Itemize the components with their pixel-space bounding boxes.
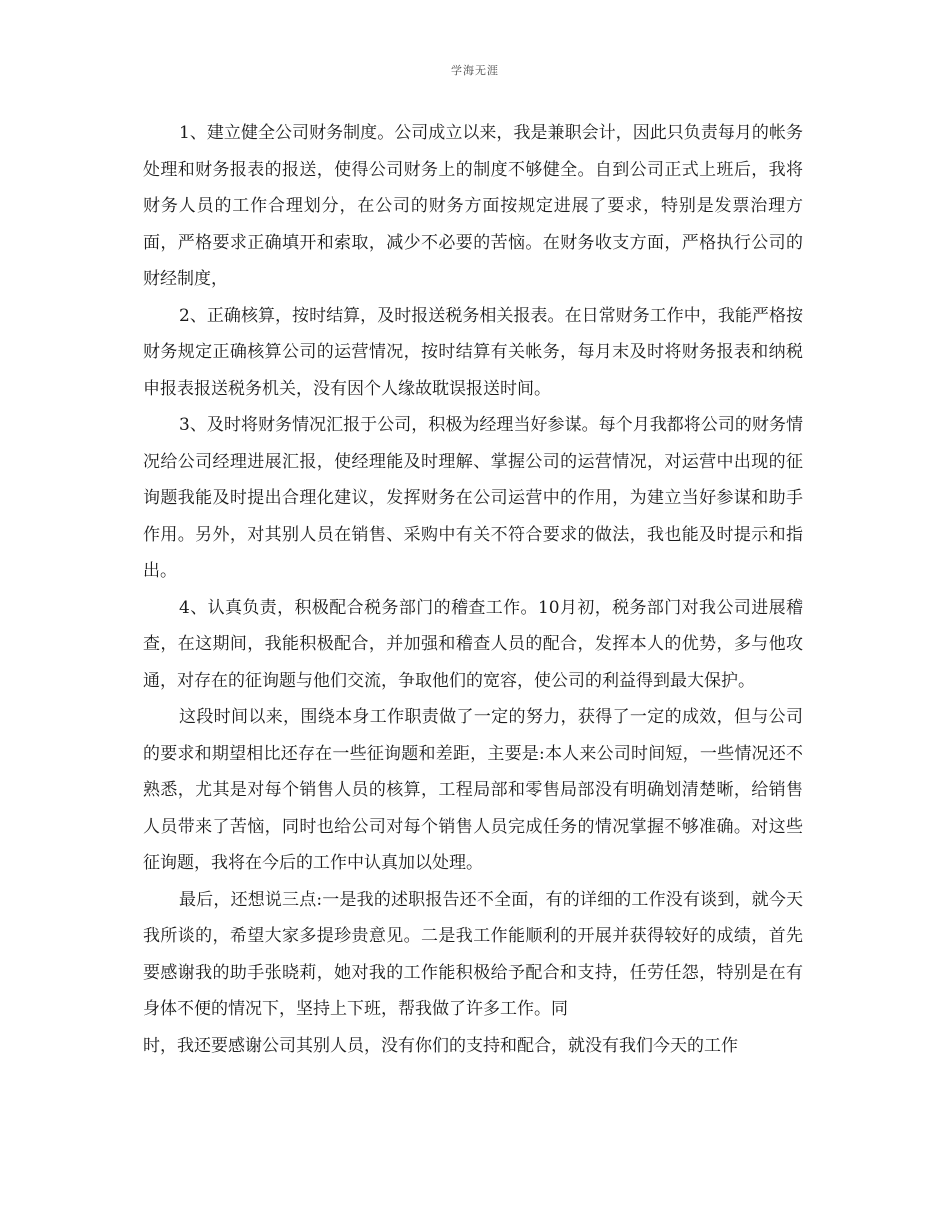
paragraph-2: 2、正确核算，按时结算，及时报送税务相关报表。在日常财务工作中，我能严格按财务规定正确核算公司的运营情况，按时结算有关帐务，每月末及时将财务报表和纳税申报表报送税务机关，没有因个人缘故耽误报送时间。 xyxy=(143,305,803,399)
paragraph-4: 4、认真负责，积极配合税务部门的稽查工作。10月初，税务部门对我公司进展稽查，在这期间，我能积极配合，并加强和稽查人员的配合，发挥本人的优势，多与他攻通，对存在的征询题与他们交流，争取他们的宽容，使公司的利益得到最大保护。 xyxy=(143,597,803,691)
paragraph-7: 时，我还要感谢公司其别人员，没有你们的支持和配合，就没有我们今天的工作 xyxy=(143,1035,738,1056)
document-body xyxy=(143,115,803,1064)
paragraph-5: 这段时间以来，围绕本身工作职责做了一定的努力，获得了一定的成效，但与公司的要求和期望相比还存在一些征询题和差距，主要是:本人来公司时间短，一些情况还不熟悉，尤其是对每个销售人员的核算，工程局部和零售局部没有明确划清楚晰，给销售人员带来了苦恼，同时也给公司对每个销售人员完成任务的情况掌握不够准确。对这些征询题，我将在今后的工作中认真加以处理。 xyxy=(143,707,803,873)
paragraph-6: 最后，还想说三点:一是我的述职报告还不全面，有的详细的工作没有谈到，就今天我所谈的，希望大家多提珍贵意见。二是我工作能顺利的开展并获得较好的成绩，首先要感谢我的助手张晓莉，她对我的工作能积极给予配合和支持，任劳任怨，特别是在有身体不便的情况下，坚持上下班，帮我做了许多工作。同 xyxy=(143,889,803,1019)
paragraph-3: 3、及时将财务情况汇报于公司，积极为经理当好参谋。每个月我都将公司的财务情况给公司经理进展汇报，使经理能及时理解、掌握公司的运营情况，对运营中出现的征询题我能及时提出合理化建议，发挥财务在公司运营中的作用，为建立当好参谋和助手作用。另外，对其别人员在销售、采购中有关不符合要求的做法，我也能及时提示和指出。 xyxy=(143,415,803,581)
page-header: 学海无涯 xyxy=(451,64,499,77)
paragraph-1: 1、建立健全公司财务制度。公司成立以来，我是兼职会计，因此只负责每月的帐务处理和财务报表的报送，使得公司财务上的制度不够健全。自到公司正式上班后，我将财务人员的工作合理划分，在公司的财务方面按规定进展了要求，特别是发票治理方面，严格要求正确填开和索取，减少不必要的苦恼。在财务收支方面，严格执行公司的财经制度， xyxy=(143,123,803,289)
